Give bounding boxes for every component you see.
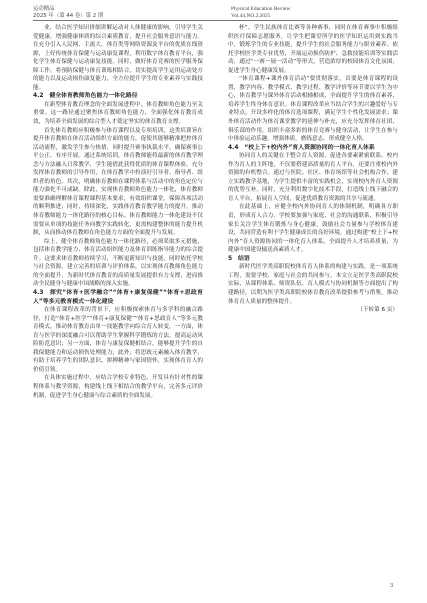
journal-title-cn: 运动精品 — [33, 6, 55, 12]
section-heading: 4.2 健全体育教师角色能力一体化路径 — [33, 93, 138, 100]
section-heading: 4.3 探究“体育+医学融合”“体育+康复保健”“体育+思政育人”等多元教育模式一体化建设 — [33, 289, 203, 305]
body-paragraph: 在体育课程改革的背景下，应积极探索体育与多学科的融合路径，打造“体育+医学”“体育+康复保健”“体育+思政育人”等多元教育模式，推动体育教育由单一技能教学向综合育人转变。一方面，体育与医学的深度融合可以帮助学生掌握科学锻炼的方法，提高运动风险防范意识；另一方面，体育与康复保健相结合，能够提升学生的自我保健能力和运动损伤处理能力；此外，将思政元素融入体育教学，有助于培养学生的团队意识、拼搏精神与家国情怀，实现体育育人的价值引领。 — [33, 307, 203, 373]
journal-title-en: Physical Education Review — [231, 6, 291, 12]
issue-info-en: Vol.44,NO.2,2025 — [231, 12, 271, 19]
right-text-column — [228, 24, 398, 590]
section-heading: 4.4 “校上下+校内外”育人资源协同的一体化育人体系 — [228, 144, 375, 151]
left-text-column — [33, 24, 203, 590]
issue-info-cn: 2025 年（第 44 卷）第 2 期 — [33, 12, 104, 19]
page-number: 3 — [390, 583, 393, 589]
body-paragraph: 在具体实施过程中，应结合学校专业特色，开发具有针对性的课程体系与教学资源，构建线上线下相结合的教学平台，完善多元评价机制，促进学生身心健康与综合素质的全面发展。 — [33, 375, 203, 399]
body-paragraph: 在此基础上，应健全校内外协同育人的体制机制，明确各方职责，形成育人合力。学校要加强与家庭、社会的沟通联系，积极引导家长关注学生体育锻炼与身心健康，鼓励社会力量参与学校体育建设，共同营造有利于学生健康成长的良好环境。通过构建“校上下+校内外”育人资源协同的一体化育人体系，全面提升人才培养质量，为健康中国建设输送高素质人才。 — [228, 204, 398, 254]
header-rule — [33, 20, 398, 21]
body-paragraph: 在新型体育教育理念的全面发展进程中，体育教师角色能力至关重要。这一路径通过聚焦体育教师角色能力，全面强化体育教育成效，为培养全面发展的综合型人才奠定坚实的体育教育支撑。 — [33, 101, 203, 126]
body-paragraph: 业，结合医学知识拼细讲解运动对人体健康的影响，引导学生关爱健康，增强健康体质的综合素质教育，提升社会服务意识与能力。在充分引入人民网、主流大、体育类等网络资源及平台的优质在线资源，上好传统体育保健与运动康复课程，利用数字体育教育平台，强化学生体育保健与运动康复技能。同时，做好体育竞赛的医学服务保障工作，将预防保健与体育训练相结合，切实提高学生运用运动处方的能力以及运动损伤康复能力，全方位提升学生的专业素养与实践技能。 — [33, 25, 203, 91]
body-paragraph: 综上，健全体育教师角色能力一体化路径，必须采取多元措施，包括体育教学能力、体育活动组织能力及体育训练指导能力的综合提升。这要求体育教师持续学习，不断更新知识与技能，同时依托学校与社会资源，建立完善的培训与评价体系，以实现体育教师角色能力的全面提升，为新时代体育教育的高质量发展提供有力支撑，进而推动全民健身与健康中国战略的深入实施。 — [33, 238, 203, 288]
running-header-left — [33, 6, 103, 19]
continued-note: （下转第 6 页） — [357, 307, 398, 314]
body-paragraph: 新时代医学类高职院校体育育人体系的构建与实践，是一项系统工程，需要学校、家庭与社会的共同参与。本文立足医学类高职院校实际，从课程体系、师资队伍、育人模式与协同机制等方面提出了构建路径，以期为医学类高职院校体育教育改革提供参考与借鉴，推动体育育人质量的整体提升。 — [228, 264, 398, 305]
body-paragraph: 杯”、学生民族体育比赛等各种赛事，同时在体育赛事中积极组织医疗保障志愿服务，让学生把课堂所学的医学知识运用到实践当中，锻炼学生的专业技能，提升学生的社会服务能力与职业素养。依托学校医学类专业优势，开展运动损伤防护、急救技能培训等实践活动，通过“一赛一展一活动”等形式，营造浓厚的校园体育文化氛围，促进学生身心健康发展。 — [228, 25, 398, 74]
body-paragraph: “体育课程+课外体育活动”要贯彻落实，首要是体育课程的设置，教学内容、教学模式、教学过程、教学评价等环节要以学生为中心，体育教学与课外体育活动相辅相成，全面提升学生的体育素养，培养学生终身体育意识。体育课程改革应当结合学生的兴趣爱好与专业特点，开设多样化的体育选项课程，满足学生个性化发展需求；课外体育活动作为体育课堂教学的延伸与补充，应充分发挥体育社团、俱乐部的作用，组织丰富多彩的体育竞赛与健身活动，让学生在参与中体验运动乐趣，增强体质，磨练意志，形成健全人格。 — [228, 76, 398, 143]
running-header-right — [231, 6, 290, 19]
section-heading: 5 结语 — [228, 255, 250, 262]
body-paragraph: 首先体育教师应积极参与体育课程以及专项培训，这类培训旨在提升体育教师在体育活动组织方面的能力，促使其能够精准把控体育活动流程，激发学生参与热情，同时提升赛事执裁水平，确保赛事公平公正、有序开展。通过系统培训，体育教师能将最新的体育教学理念与方法融入日常教学，学生能借此获得优质的体育课程体验，充分发挥体育教师的引导作用，在体育教学中扮演好引导者、指导者、组织者的角色。其次，明确体育教师在课程体系与活动中的角色定位与能力强化不可或缺。除此，实现体育教师角色能力一体化，体育教师需要准确理解体育课程课程基本要求，有效组织课堂，保障各项活动的顺利推进；同时，持续深化，实践体育教育教学能力的提升，推动体育教师能力一体化路径的核心目标。体育教师能力一体化建设不仅需要从单项的技能任务向教学实践转化，更需构建整体的能力提升机制，从而推动体育教师在角色能力方面的全面提升与发展。 — [33, 127, 203, 237]
body-paragraph: 协同育人的关键在于整合育人资源，促进各要素紧密联系。校内作为育人的主阵地，不仅要搭建高质量的育人平台，还要注重校内外资源的有机整合。通过与医院、社区、体育场馆等社会机构合作，建立实践教学基地，为学生提供丰富的实践机会，实现校内外育人资源的优势互补。同时，充分利用数字化技术手段，打造线上线下融合的育人平台，拓展育人空间，促进优质教育资源的共享与流通。 — [228, 153, 398, 202]
